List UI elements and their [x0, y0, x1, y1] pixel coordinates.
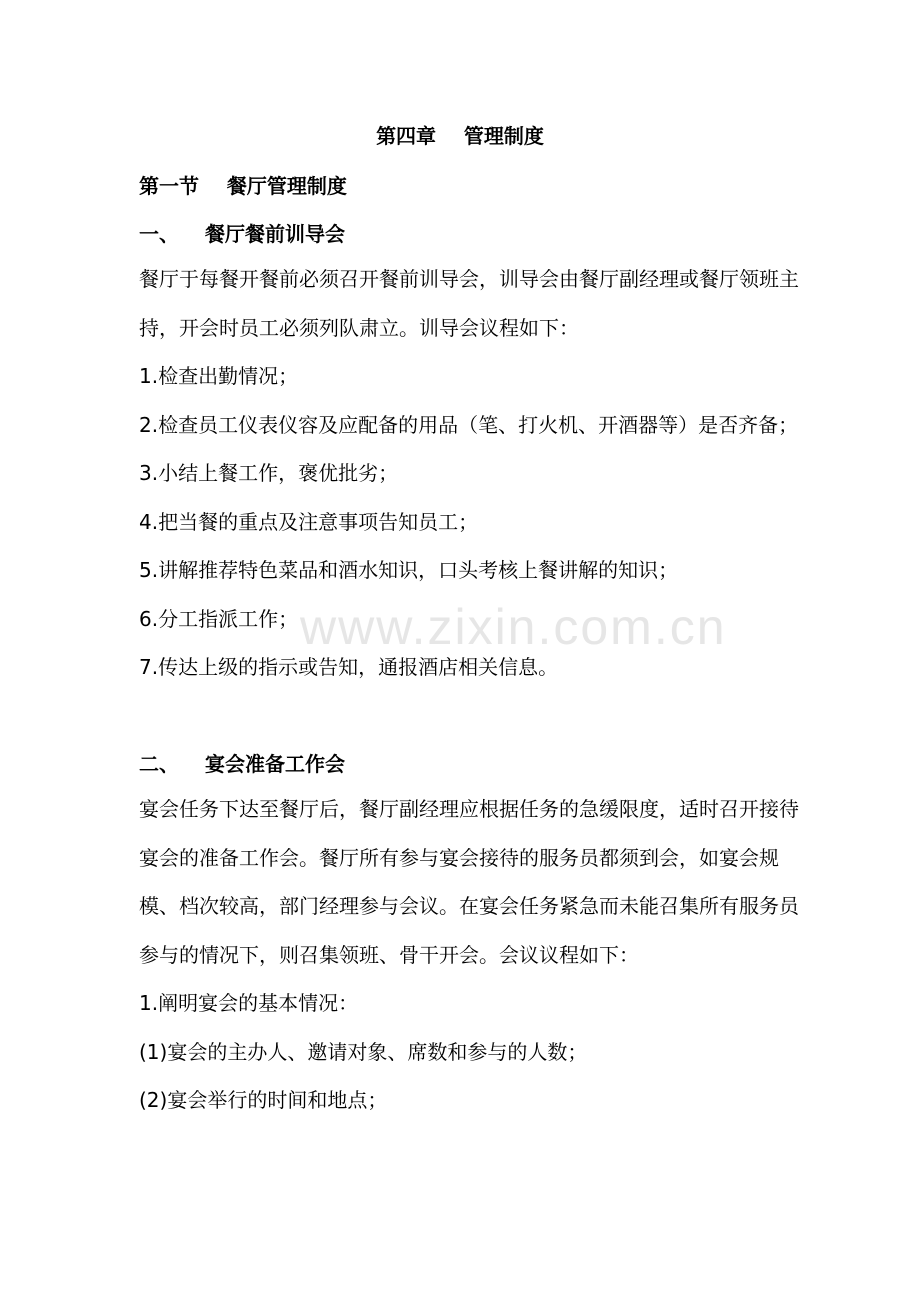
part1-body	[139, 255, 799, 692]
list-item: (2)宴会举行的时间和地点；	[139, 1088, 388, 1112]
part1-title: 餐厅餐前训导会	[205, 222, 345, 246]
part2-intro: 宴会任务下达至餐厅后，餐厅副经理应根据任务的急缓限度，适时召开接待宴会的准备工作会。餐厅所有参与宴会接待的服务员都须到会，如宴会规模、档次较高，部门经理参与会议。在宴会任务紧急而未能召集所有服务员参与的情况下，则召集领班、骨干开会。会议议程如下：	[139, 797, 799, 967]
list-item: 6.分工指派工作；	[139, 606, 299, 631]
list-item: 4.把当餐的重点及注意事项告知员工；	[139, 509, 479, 534]
watermark: www.zixin.com.cn	[300, 599, 727, 655]
part2-title: 宴会准备工作会	[205, 752, 345, 776]
part2-number: 二、	[139, 752, 179, 776]
list-item: 2.检查员工仪表仪容及应配备的用品（笔、打火机、开酒器等）是否齐备；	[139, 412, 799, 437]
list-item: 1.阐明宴会的基本情况：	[139, 991, 359, 1015]
part1-number: 一、	[139, 222, 179, 246]
part1-heading	[139, 220, 799, 248]
list-item: 5.讲解推荐特色菜品和酒水知识，口头考核上餐讲解的知识；	[139, 558, 679, 582]
part1-intro: 餐厅于每餐开餐前必须召开餐前训导会，训导会由餐厅副经理或餐厅领班主持，开会时员工必须列队肃立。训导会议程如下：	[139, 267, 799, 340]
list-item: 3.小结上餐工作，褒优批劣；	[139, 461, 399, 485]
part2-heading	[139, 750, 799, 778]
list-item: 1.检查出勤情况；	[139, 364, 299, 388]
chapter-title: 第四章 管理制度	[376, 124, 544, 148]
list-item: (1)宴会的主办人、邀请对象、席数和参与的人数；	[139, 1039, 588, 1064]
list-item: 7.传达上级的指示或告知，通报酒店相关信息。	[139, 655, 559, 679]
part2-body	[139, 785, 799, 1125]
section-title: 第一节 餐厅管理制度	[139, 174, 347, 198]
